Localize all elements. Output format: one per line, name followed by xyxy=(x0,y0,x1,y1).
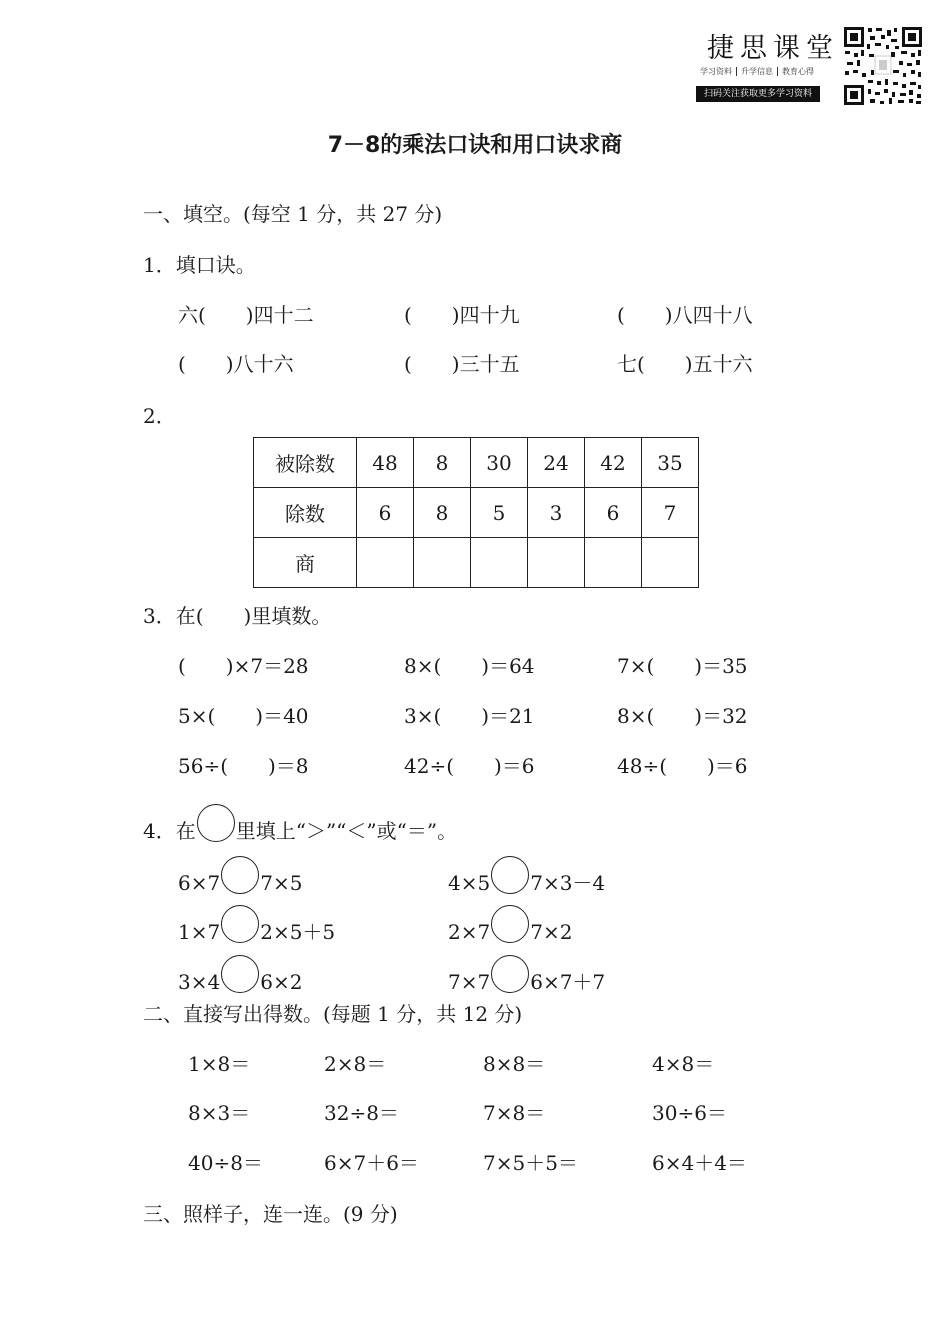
q3-item: 48÷( )＝6 xyxy=(617,754,748,778)
table-header-dividend: 被除数 xyxy=(254,438,357,488)
table-header-divisor: 除数 xyxy=(254,488,357,538)
q3-item: 8×( )＝64 xyxy=(404,654,535,678)
calc-item: 30÷6＝ xyxy=(652,1101,727,1125)
compare-circle[interactable] xyxy=(221,955,259,993)
q3-label: 3．在( )里填数。 xyxy=(143,604,332,628)
q4-label-post: 里填上“＞”“＜”或“＝”。 xyxy=(235,819,458,843)
compare-circle[interactable] xyxy=(491,905,529,943)
page-title: 7－8的乘法口诀和用口诀求商 xyxy=(327,133,623,158)
table-row xyxy=(254,538,699,588)
table-cell: 30 xyxy=(471,438,528,488)
compare-right: 2×5＋5 xyxy=(260,920,336,944)
brand-tag: 升学信息 xyxy=(737,67,778,76)
answer-cell[interactable] xyxy=(585,538,642,588)
compare-item xyxy=(448,856,605,895)
compare-item xyxy=(178,856,302,895)
table-cell: 6 xyxy=(585,488,642,538)
section1-heading: 一、填空。(每空 1 分，共 27 分) xyxy=(143,202,443,226)
answer-cell[interactable] xyxy=(414,538,471,588)
calc-item: 40÷8＝ xyxy=(188,1151,263,1175)
compare-circle[interactable] xyxy=(491,856,529,894)
qr-code-icon xyxy=(843,26,923,106)
calc-item: 8×3＝ xyxy=(188,1101,251,1125)
q3-item: 7×( )＝35 xyxy=(617,654,748,678)
calc-item: 1×8＝ xyxy=(188,1052,251,1076)
section2-heading: 二、直接写出得数。(每题 1 分，共 12 分) xyxy=(143,1002,523,1026)
calc-item: 7×8＝ xyxy=(483,1101,546,1125)
division-table xyxy=(253,437,699,588)
compare-circle[interactable] xyxy=(221,905,259,943)
table-row xyxy=(254,438,699,488)
calc-item: 4×8＝ xyxy=(652,1052,715,1076)
compare-item xyxy=(178,955,302,994)
q3-item: ( )×7＝28 xyxy=(178,654,309,678)
calc-item: 6×4＋4＝ xyxy=(652,1151,747,1175)
q1-item: 六( )四十二 xyxy=(178,303,314,327)
section3-heading: 三、照样子，连一连。(9 分) xyxy=(143,1202,398,1226)
brand-tag: 教育心得 xyxy=(782,67,814,76)
table-row xyxy=(254,488,699,538)
compare-circle[interactable] xyxy=(221,856,259,894)
brand-banner: 扫码关注获取更多学习资料 xyxy=(696,86,820,102)
q4-label xyxy=(143,804,457,843)
answer-cell[interactable] xyxy=(471,538,528,588)
brand-tags xyxy=(696,66,818,77)
calc-item: 8×8＝ xyxy=(483,1052,546,1076)
compare-right: 6×2 xyxy=(260,970,303,994)
compare-item xyxy=(448,955,605,994)
compare-circle[interactable] xyxy=(491,955,529,993)
q1-item: ( )八十六 xyxy=(178,352,294,376)
table-cell: 24 xyxy=(528,438,585,488)
table-cell: 48 xyxy=(357,438,414,488)
q2-label: 2． xyxy=(143,404,176,428)
q3-item: 42÷( )＝6 xyxy=(404,754,535,778)
compare-item xyxy=(178,905,335,944)
q1-item: ( )三十五 xyxy=(404,352,520,376)
compare-item xyxy=(448,905,572,944)
table-cell: 6 xyxy=(357,488,414,538)
q4-label-pre: 4．在 xyxy=(143,819,196,843)
brand-name: 捷思课堂 xyxy=(707,33,839,64)
table-cell: 8 xyxy=(414,488,471,538)
calc-item: 6×7＋6＝ xyxy=(324,1151,419,1175)
compare-left: 3×4 xyxy=(178,970,221,994)
compare-left: 1×7 xyxy=(178,920,221,944)
compare-right: 7×2 xyxy=(530,920,573,944)
compare-left: 7×7 xyxy=(448,970,491,994)
compare-left: 2×7 xyxy=(448,920,491,944)
brand-tag: 学习资料 xyxy=(696,67,737,76)
table-cell: 7 xyxy=(642,488,699,538)
table-cell: 35 xyxy=(642,438,699,488)
q3-item: 5×( )＝40 xyxy=(178,704,309,728)
table-cell: 5 xyxy=(471,488,528,538)
calc-item: 2×8＝ xyxy=(324,1052,387,1076)
table-cell: 3 xyxy=(528,488,585,538)
q1-item: ( )四十九 xyxy=(404,303,520,327)
answer-cell[interactable] xyxy=(357,538,414,588)
q1-item: ( )八四十八 xyxy=(617,303,753,327)
table-cell: 42 xyxy=(585,438,642,488)
compare-right: 7×5 xyxy=(260,871,303,895)
q1-label: 1．填口诀。 xyxy=(143,253,256,277)
q3-item: 56÷( )＝8 xyxy=(178,754,309,778)
circle-icon xyxy=(197,804,235,842)
compare-right: 6×7＋7 xyxy=(530,970,606,994)
q1-item: 七( )五十六 xyxy=(617,352,753,376)
compare-right: 7×3－4 xyxy=(530,871,606,895)
table-header-quotient: 商 xyxy=(254,538,357,588)
calc-item: 7×5＋5＝ xyxy=(483,1151,578,1175)
answer-cell[interactable] xyxy=(528,538,585,588)
q3-item: 3×( )＝21 xyxy=(404,704,535,728)
compare-left: 4×5 xyxy=(448,871,491,895)
q3-item: 8×( )＝32 xyxy=(617,704,748,728)
table-cell: 8 xyxy=(414,438,471,488)
compare-left: 6×7 xyxy=(178,871,221,895)
answer-cell[interactable] xyxy=(642,538,699,588)
calc-item: 32÷8＝ xyxy=(324,1101,399,1125)
